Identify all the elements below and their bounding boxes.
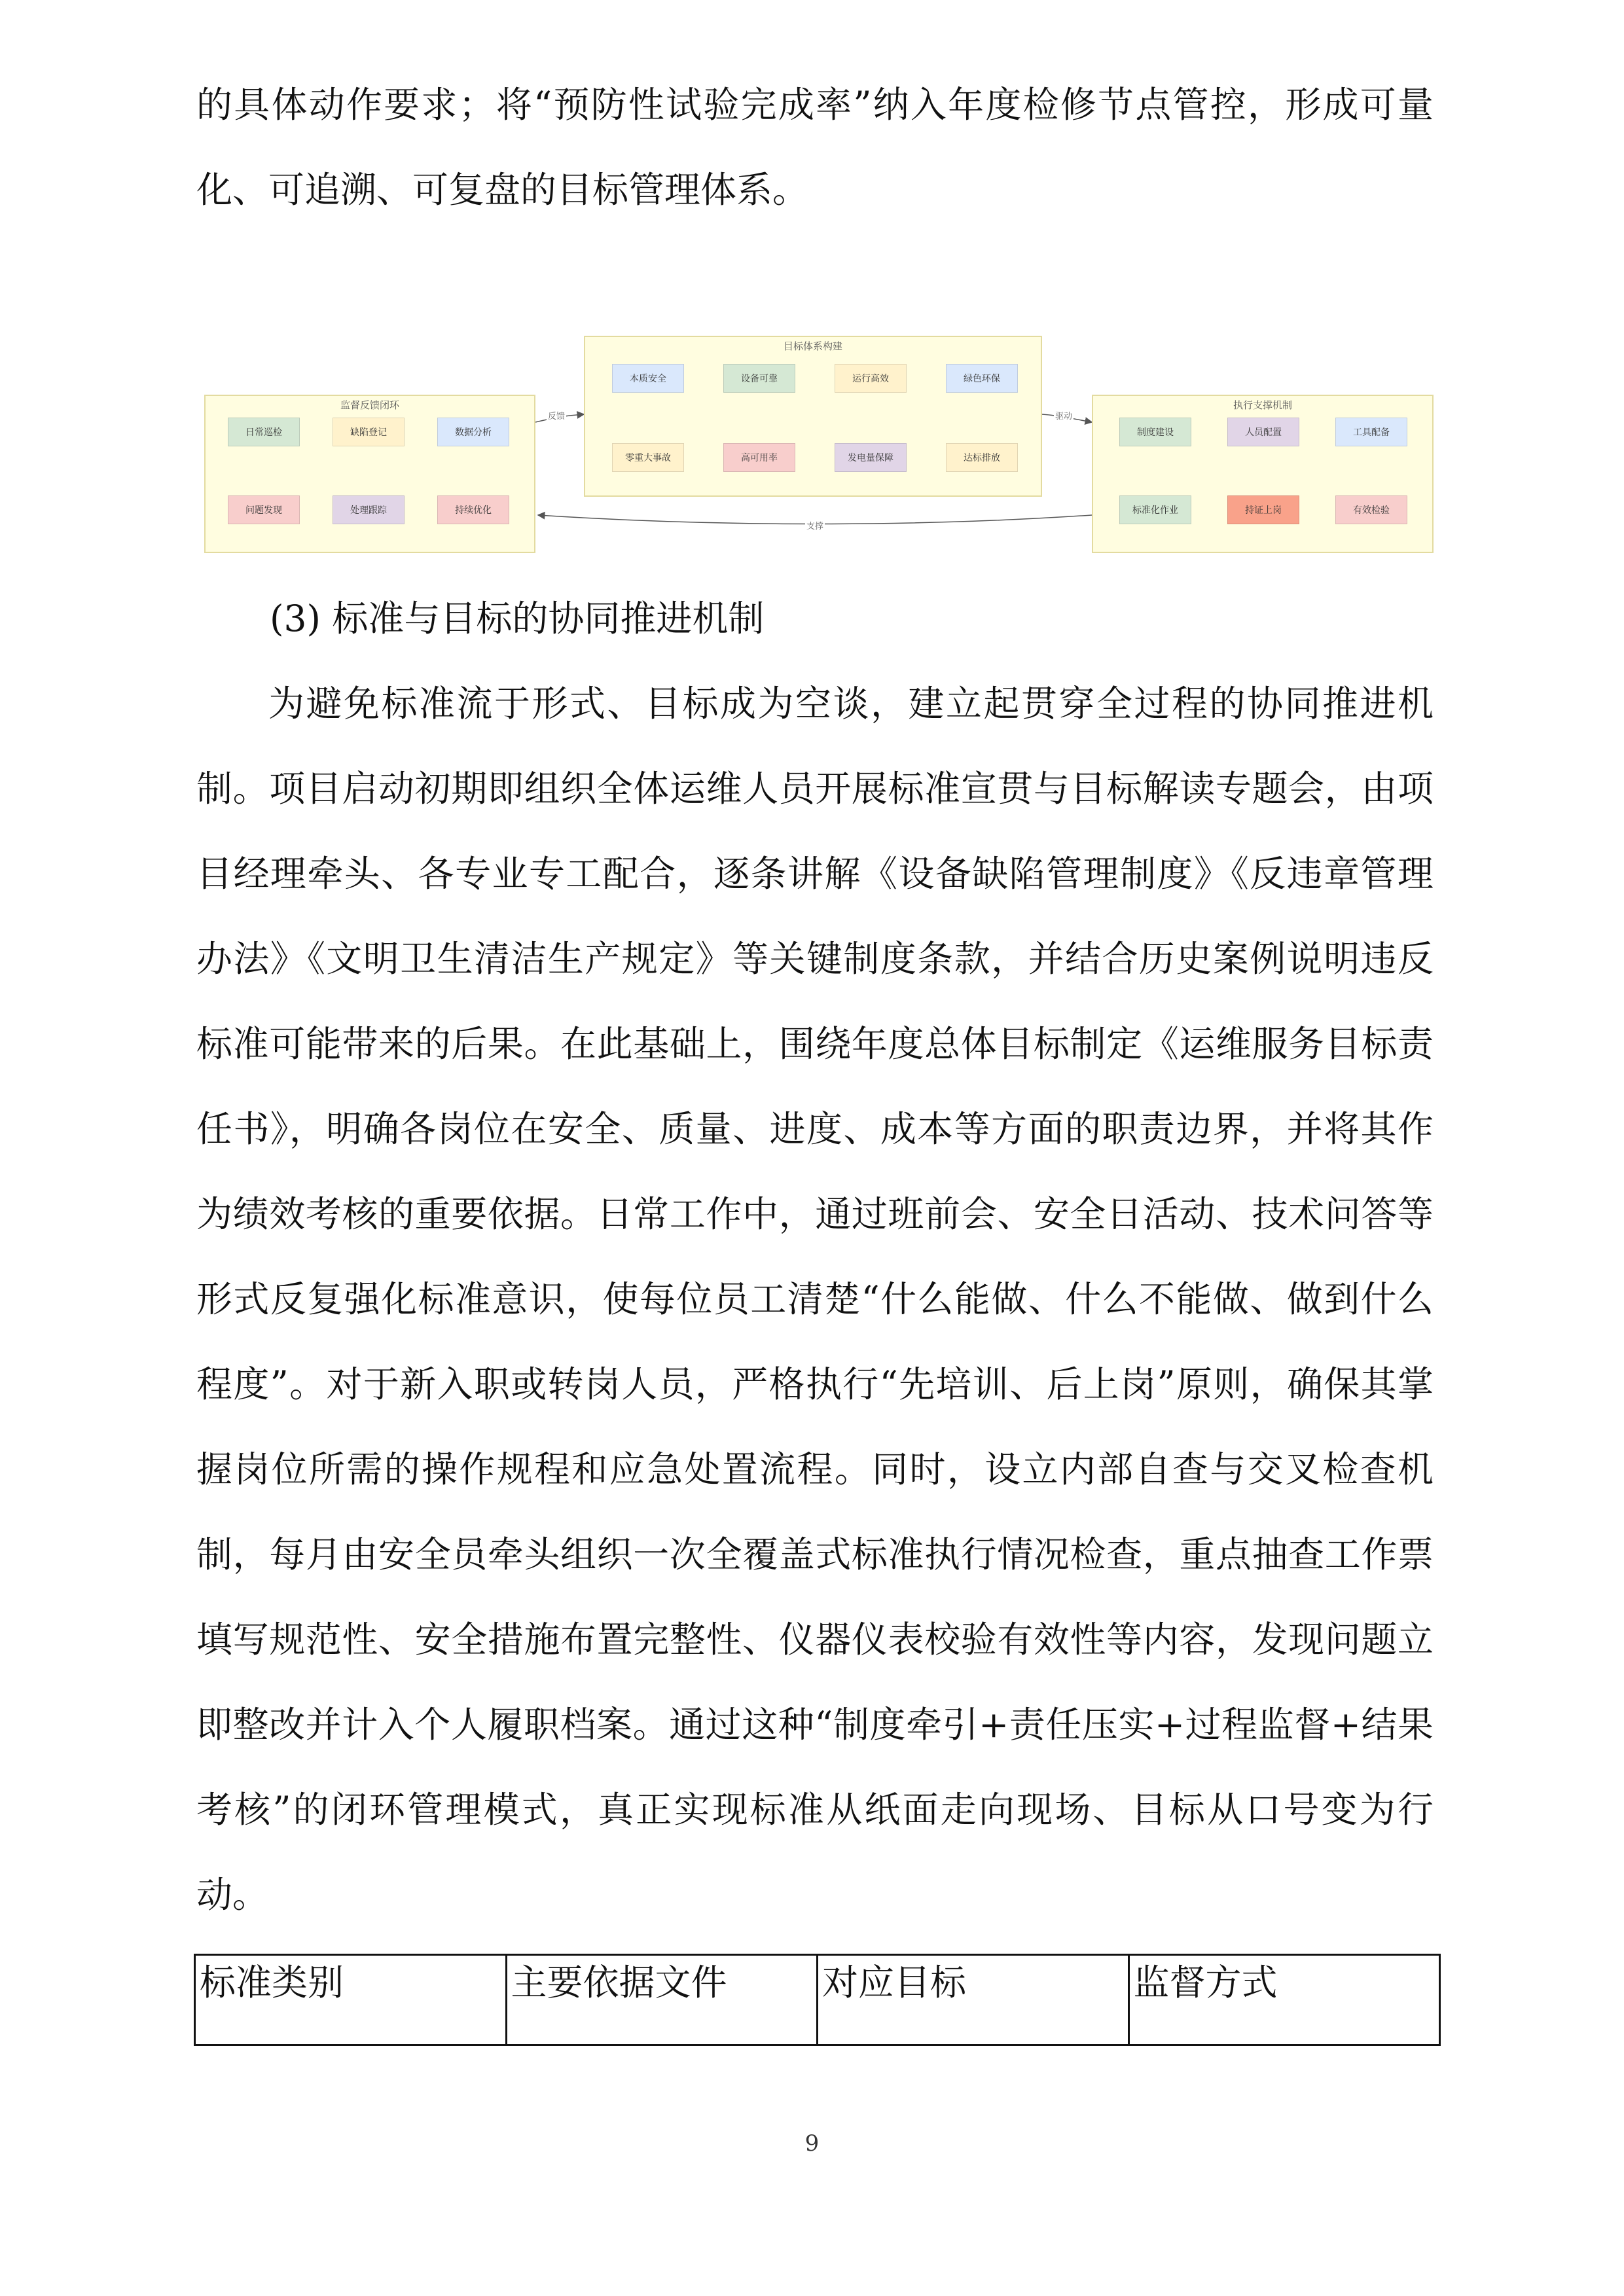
node-efficient-operation: 运行高效 xyxy=(835,364,907,393)
edge-label-drive: 驱动 xyxy=(1054,409,1074,422)
node-intrinsic-safety: 本质安全 xyxy=(612,364,684,393)
node-standard-operation: 标准化作业 xyxy=(1119,495,1191,524)
node-equipment-reliable: 设备可靠 xyxy=(723,364,795,393)
node-zero-major-accident: 零重大事故 xyxy=(612,443,684,472)
group-title: 目标体系构建 xyxy=(783,340,842,352)
header-standard-category: 标准类别 xyxy=(195,1955,507,2045)
node-effective-inspection: 有效检验 xyxy=(1335,495,1407,524)
table-header-row xyxy=(195,1955,1440,2045)
node-data-analysis: 数据分析 xyxy=(437,418,509,446)
node-tool-equipment: 工具配备 xyxy=(1335,418,1407,446)
node-system-building: 制度建设 xyxy=(1119,418,1191,446)
group-title: 监督反馈闭环 xyxy=(340,399,399,411)
standards-table xyxy=(194,1954,1441,2046)
edge-label-feedback: 反馈 xyxy=(547,409,566,422)
header-main-basis-documents: 主要依据文件 xyxy=(506,1955,818,2045)
group-target-system xyxy=(584,336,1042,497)
edge-label-support: 支撑 xyxy=(805,519,825,531)
page-number: 9 xyxy=(804,2130,820,2157)
header-supervision-method: 监督方式 xyxy=(1128,1955,1440,2045)
node-certified-work: 持证上岗 xyxy=(1227,495,1299,524)
node-green-environment: 绿色环保 xyxy=(946,364,1018,393)
group-title: 执行支撑机制 xyxy=(1233,399,1292,411)
node-continuous-optimization: 持续优化 xyxy=(437,495,509,524)
node-emission-compliance: 达标排放 xyxy=(946,443,1018,472)
node-problem-discovery: 问题发现 xyxy=(228,495,300,524)
node-staffing: 人员配置 xyxy=(1227,418,1299,446)
node-power-guarantee: 发电量保障 xyxy=(835,443,907,472)
section-heading: (3) 标准与目标的协同推进机制 xyxy=(270,598,765,639)
node-daily-inspection: 日常巡检 xyxy=(228,418,300,446)
node-high-availability: 高可用率 xyxy=(723,443,795,472)
node-defect-registration: 缺陷登记 xyxy=(333,418,405,446)
header-corresponding-target: 对应目标 xyxy=(818,1955,1129,2045)
paragraph-body: 为避免标准流于形式、目标成为空谈，建立起贯穿全过程的协同推进机制。项目启动初期即组织全体运维人员开展标准宣贯与目标解读专题会，由项目经理牵头、各专业专工配合，逐条讲解《设备缺陷管理制度》《反违章管理办法》《文明卫生清洁生产规定》等关键制度条款，并结合历史案例说明违反标准可能带来的后果。在此基础上，围绕年度总体目标制定《运维服务目标责任书》，明确各岗位在安全、质量、进度、成本等方面的职责边界，并将其作为绩效考核的重要依据。日常工作中，通过班前会、安全日活动、技术问答等形式反复强化标准意识，使每位员工清楚“什么能做、什么不能做、做到什么程度”。对于新入职或转岗人员，严格执行“先培训、后上岗”原则，确保其掌握岗位所需的操作规程和应急处置流程。同时，设立内部自查与交叉检查机制，每月由安全员牵头组织一次全覆盖式标准执行情况检查，重点抽查工作票填写规范性、安全措施布置完整性、仪器仪表校验有效性等内容，发现问题立即整改并计入个人履职档案。通过这种“制度牵引+责任压实+过程监督+结果考核”的闭环管理模式，真正实现标准从纸面走向现场、目标从口号变为行动。 xyxy=(196,683,1434,1916)
target-management-diagram xyxy=(196,331,1434,556)
paragraph-intro: 的具体动作要求；将“预防性试验完成率”纳入年度检修节点管控，形成可量化、可追溯、可复盘的目标管理体系。 xyxy=(196,84,1434,211)
node-tracking: 处理跟踪 xyxy=(333,495,405,524)
